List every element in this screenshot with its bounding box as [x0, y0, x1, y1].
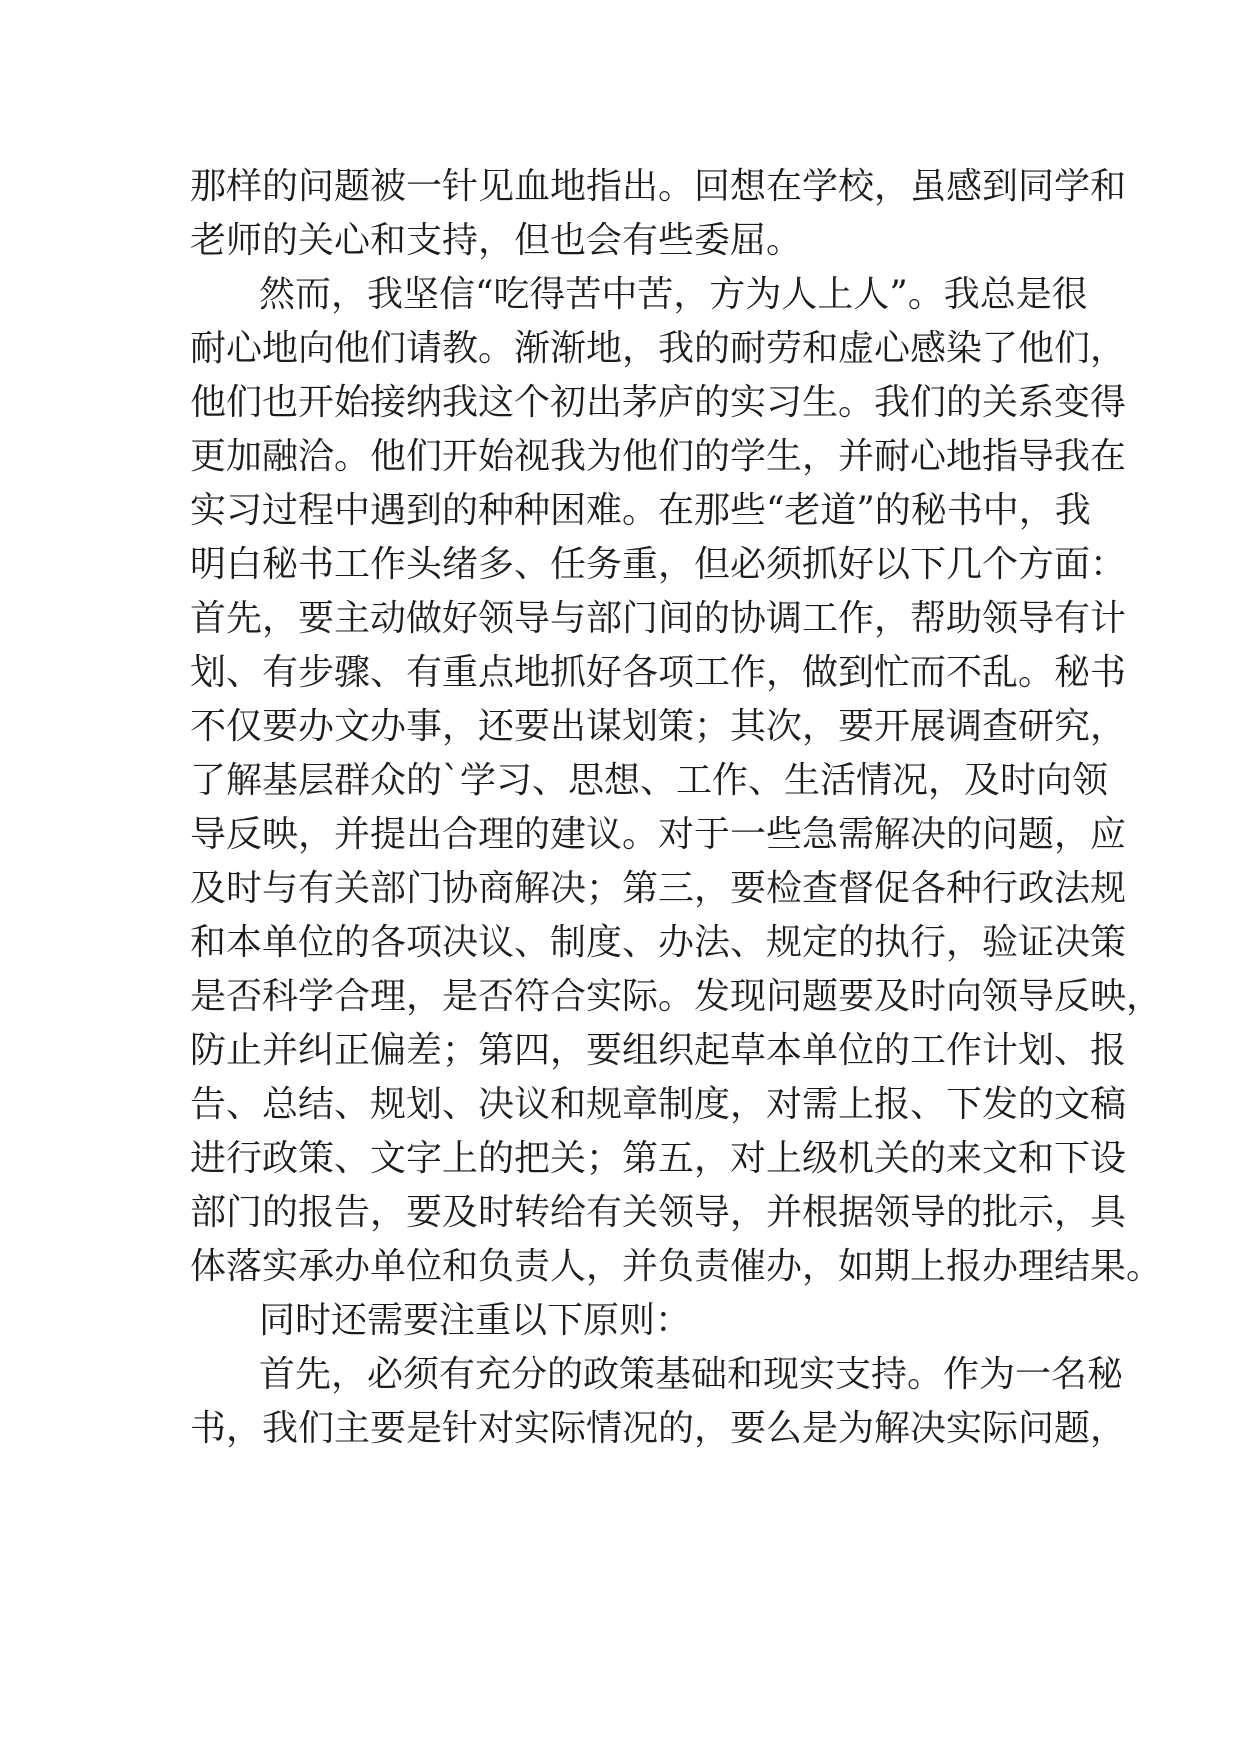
text-line: 和本单位的各项决议、制度、办法、规定的执行，验证决策	[190, 922, 1127, 963]
text-line: 他们也开始接纳我这个初出茅庐的实习生。我们的关系变得	[190, 382, 1127, 423]
text-line: 及时与有关部门协商解决；第三，要检查督促各种行政法规	[190, 868, 1127, 909]
text-line: 是否科学合理，是否符合实际。发现问题要及时向领导反映，	[190, 976, 1163, 1017]
text-line: 不仅要办文办事，还要出谋划策；其次，要开展调查研究，	[190, 706, 1127, 747]
text-line: 书，我们主要是针对实际情况的，要么是为解决实际问题，	[190, 1408, 1127, 1449]
text-line: 部门的报告，要及时转给有关领导，并根据领导的批示，具	[190, 1192, 1127, 1233]
text-line: 实习过程中遇到的种种困难。在那些“老道”的秘书中，我	[190, 490, 1091, 531]
text-line: 首先，要主动做好领导与部门间的协调工作，帮助领导有计	[190, 598, 1127, 639]
text-line: 划、有步骤、有重点地抓好各项工作，做到忙而不乱。秘书	[190, 652, 1127, 693]
document-body	[190, 160, 1163, 1456]
text-line: 同时还需要注重以下原则：	[259, 1300, 692, 1341]
text-line: 然而，我坚信“吃得苦中苦，方为人上人”。我总是很	[259, 274, 1088, 315]
text-line: 耐心地向他们请教。渐渐地，我的耐劳和虚心感染了他们，	[190, 328, 1127, 369]
text-line: 防止并纠正偏差；第四，要组织起草本单位的工作计划、报	[190, 1030, 1127, 1071]
text-line: 那样的问题被一针见血地指出。回想在学校，虽感到同学和	[190, 166, 1127, 207]
text-line: 体落实承办单位和负责人，并负责催办，如期上报办理结果。	[190, 1246, 1163, 1287]
text-line: 更加融洽。他们开始视我为他们的学生，并耐心地指导我在	[190, 436, 1127, 477]
text-line: 了解基层群众的`学习、思想、工作、生活情况，及时向领	[190, 760, 1109, 801]
text-line: 首先，必须有充分的政策基础和现实支持。作为一名秘	[259, 1354, 1124, 1395]
text-line: 老师的关心和支持，但也会有些委屈。	[190, 220, 803, 261]
text-line: 进行政策、文字上的把关；第五，对上级机关的来文和下设	[190, 1138, 1127, 1179]
text-line: 告、总结、规划、决议和规章制度，对需上报、下发的文稿	[190, 1084, 1127, 1125]
text-line: 导反映，并提出合理的建议。对于一些急需解决的问题，应	[190, 814, 1127, 855]
text-line: 明白秘书工作头绪多、任务重，但必须抓好以下几个方面：	[190, 544, 1127, 585]
